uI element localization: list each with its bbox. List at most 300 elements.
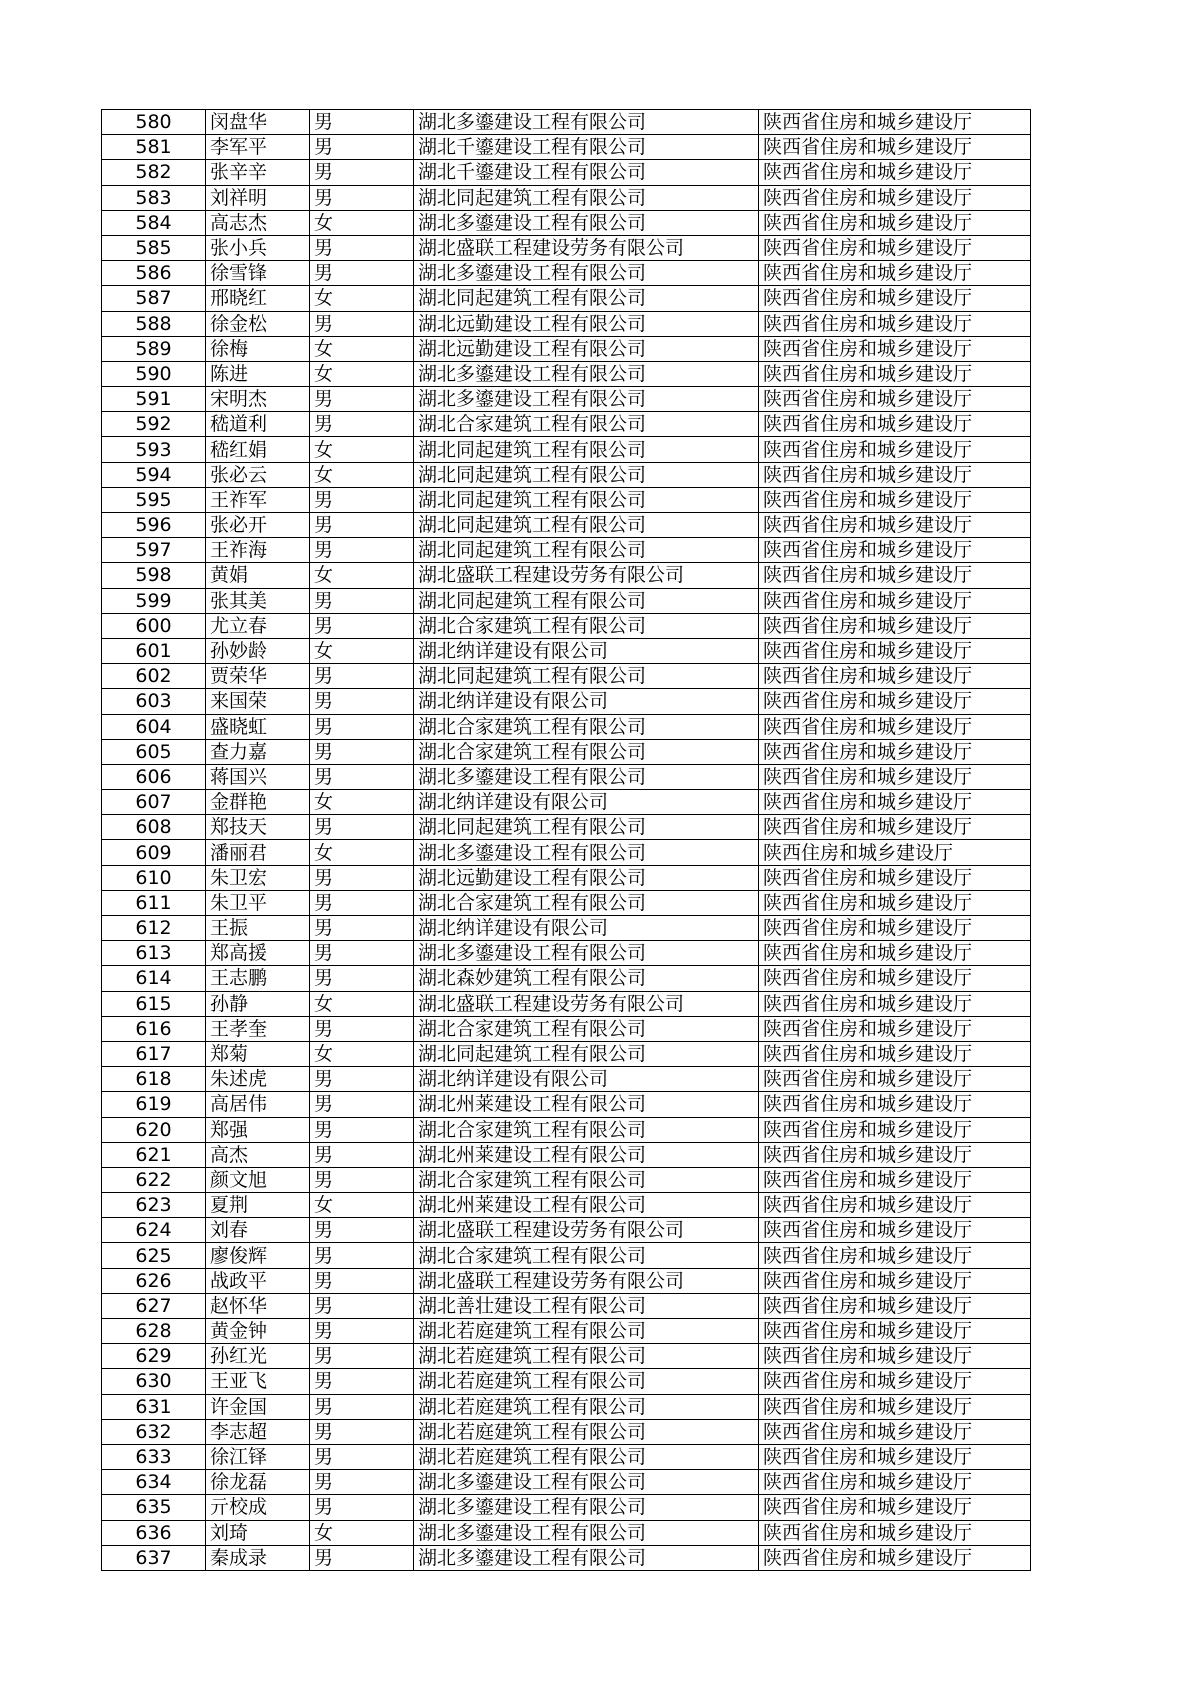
name-cell: 黄金钟 [206,1319,310,1344]
authority-cell: 陕西省住房和城乡建设厅 [759,1470,1031,1495]
authority-cell: 陕西省住房和城乡建设厅 [759,437,1031,462]
name-cell: 刘春 [206,1218,310,1243]
row-number-cell: 583 [102,185,206,210]
gender-cell: 男 [310,1117,414,1142]
company-cell: 湖北州莱建设工程有限公司 [414,1092,759,1117]
row-number-cell: 626 [102,1268,206,1293]
name-cell: 高杰 [206,1142,310,1167]
gender-cell: 男 [310,815,414,840]
authority-cell: 陕西省住房和城乡建设厅 [759,311,1031,336]
row-number-cell: 623 [102,1193,206,1218]
name-cell: 闵盘华 [206,110,310,135]
row-number-cell: 609 [102,840,206,865]
table-row [102,1167,1031,1192]
row-number-cell: 615 [102,991,206,1016]
name-cell: 嵇红娟 [206,437,310,462]
row-number-cell: 580 [102,110,206,135]
name-cell: 尤立春 [206,613,310,638]
authority-cell: 陕西省住房和城乡建设厅 [759,890,1031,915]
authority-cell: 陕西省住房和城乡建设厅 [759,613,1031,638]
name-cell: 刘祥明 [206,185,310,210]
authority-cell: 陕西省住房和城乡建设厅 [759,1268,1031,1293]
row-number-cell: 597 [102,538,206,563]
gender-cell: 男 [310,689,414,714]
name-cell: 刘琦 [206,1520,310,1545]
gender-cell: 男 [310,1243,414,1268]
row-number-cell: 600 [102,613,206,638]
company-cell: 湖北合家建筑工程有限公司 [414,1117,759,1142]
row-number-cell: 585 [102,235,206,260]
name-cell: 高居伟 [206,1092,310,1117]
name-cell: 徐金松 [206,311,310,336]
company-cell: 湖北同起建筑工程有限公司 [414,588,759,613]
table-row [102,437,1031,462]
authority-cell: 陕西省住房和城乡建设厅 [759,1218,1031,1243]
name-cell: 邢晓红 [206,286,310,311]
authority-cell: 陕西省住房和城乡建设厅 [759,110,1031,135]
table-row [102,110,1031,135]
table-row [102,1041,1031,1066]
row-number-cell: 588 [102,311,206,336]
table-row [102,462,1031,487]
company-cell: 湖北若庭建筑工程有限公司 [414,1444,759,1469]
name-cell: 李志超 [206,1419,310,1444]
company-cell: 湖北同起建筑工程有限公司 [414,437,759,462]
authority-cell: 陕西省住房和城乡建设厅 [759,387,1031,412]
name-cell: 王志鹏 [206,966,310,991]
gender-cell: 男 [310,1545,414,1570]
authority-cell: 陕西省住房和城乡建设厅 [759,135,1031,160]
company-cell: 湖北同起建筑工程有限公司 [414,538,759,563]
table-row [102,311,1031,336]
name-cell: 贾荣华 [206,664,310,689]
name-cell: 盛晓虹 [206,714,310,739]
gender-cell: 男 [310,160,414,185]
company-cell: 湖北远勤建设工程有限公司 [414,865,759,890]
table-row [102,689,1031,714]
gender-cell: 男 [310,235,414,260]
company-cell: 湖北多鎏建设工程有限公司 [414,1495,759,1520]
table-row [102,412,1031,437]
row-number-cell: 624 [102,1218,206,1243]
company-cell: 湖北千鎏建设工程有限公司 [414,160,759,185]
roster-table [101,109,1031,1571]
row-number-cell: 605 [102,739,206,764]
name-cell: 朱述虎 [206,1067,310,1092]
row-number-cell: 584 [102,210,206,235]
gender-cell: 男 [310,1369,414,1394]
table-row [102,361,1031,386]
name-cell: 王振 [206,916,310,941]
authority-cell: 陕西省住房和城乡建设厅 [759,739,1031,764]
table-row [102,840,1031,865]
row-number-cell: 625 [102,1243,206,1268]
table-row [102,790,1031,815]
authority-cell: 陕西省住房和城乡建设厅 [759,563,1031,588]
company-cell: 湖北合家建筑工程有限公司 [414,412,759,437]
gender-cell: 男 [310,1394,414,1419]
gender-cell: 女 [310,210,414,235]
row-number-cell: 613 [102,941,206,966]
row-number-cell: 595 [102,487,206,512]
authority-cell: 陕西省住房和城乡建设厅 [759,638,1031,663]
gender-cell: 男 [310,890,414,915]
authority-cell: 陕西省住房和城乡建设厅 [759,1369,1031,1394]
gender-cell: 男 [310,1444,414,1469]
table-row [102,739,1031,764]
authority-cell: 陕西省住房和城乡建设厅 [759,991,1031,1016]
table-row [102,135,1031,160]
authority-cell: 陕西省住房和城乡建设厅 [759,1193,1031,1218]
company-cell: 湖北多鎏建设工程有限公司 [414,387,759,412]
table-row [102,890,1031,915]
row-number-cell: 601 [102,638,206,663]
row-number-cell: 607 [102,790,206,815]
authority-cell: 陕西省住房和城乡建设厅 [759,261,1031,286]
authority-cell: 陕西省住房和城乡建设厅 [759,941,1031,966]
company-cell: 湖北多鎏建设工程有限公司 [414,764,759,789]
row-number-cell: 590 [102,361,206,386]
name-cell: 黄娟 [206,563,310,588]
row-number-cell: 637 [102,1545,206,1570]
row-number-cell: 606 [102,764,206,789]
company-cell: 湖北同起建筑工程有限公司 [414,513,759,538]
table-row [102,1218,1031,1243]
table-row [102,1419,1031,1444]
authority-cell: 陕西省住房和城乡建设厅 [759,1016,1031,1041]
authority-cell: 陕西省住房和城乡建设厅 [759,588,1031,613]
name-cell: 颜文旭 [206,1167,310,1192]
table-row [102,513,1031,538]
company-cell: 湖北多鎏建设工程有限公司 [414,941,759,966]
gender-cell: 女 [310,361,414,386]
row-number-cell: 589 [102,336,206,361]
company-cell: 湖北盛联工程建设劳务有限公司 [414,1268,759,1293]
authority-cell: 陕西省住房和城乡建设厅 [759,1495,1031,1520]
table-row [102,815,1031,840]
company-cell: 湖北盛联工程建设劳务有限公司 [414,991,759,1016]
authority-cell: 陕西省住房和城乡建设厅 [759,1344,1031,1369]
row-number-cell: 603 [102,689,206,714]
row-number-cell: 633 [102,1444,206,1469]
row-number-cell: 629 [102,1344,206,1369]
name-cell: 李军平 [206,135,310,160]
gender-cell: 男 [310,1293,414,1318]
row-number-cell: 619 [102,1092,206,1117]
gender-cell: 女 [310,840,414,865]
company-cell: 湖北远勤建设工程有限公司 [414,336,759,361]
row-number-cell: 616 [102,1016,206,1041]
table-row [102,1243,1031,1268]
authority-cell: 陕西省住房和城乡建设厅 [759,1041,1031,1066]
authority-cell: 陕西省住房和城乡建设厅 [759,1545,1031,1570]
gender-cell: 男 [310,487,414,512]
company-cell: 湖北多鎏建设工程有限公司 [414,110,759,135]
authority-cell: 陕西省住房和城乡建设厅 [759,664,1031,689]
authority-cell: 陕西省住房和城乡建设厅 [759,916,1031,941]
company-cell: 湖北多鎏建设工程有限公司 [414,840,759,865]
name-cell: 徐雪锋 [206,261,310,286]
table-row [102,1470,1031,1495]
authority-cell: 陕西省住房和城乡建设厅 [759,1092,1031,1117]
name-cell: 王孝奎 [206,1016,310,1041]
company-cell: 湖北合家建筑工程有限公司 [414,1167,759,1192]
name-cell: 查力嘉 [206,739,310,764]
company-cell: 湖北纳详建设有限公司 [414,1067,759,1092]
name-cell: 孙妙龄 [206,638,310,663]
row-number-cell: 598 [102,563,206,588]
table-row [102,235,1031,260]
authority-cell: 陕西省住房和城乡建设厅 [759,412,1031,437]
gender-cell: 男 [310,1495,414,1520]
company-cell: 湖北多鎏建设工程有限公司 [414,1520,759,1545]
name-cell: 夏荆 [206,1193,310,1218]
company-cell: 湖北盛联工程建设劳务有限公司 [414,1218,759,1243]
gender-cell: 男 [310,1092,414,1117]
table-row [102,1520,1031,1545]
gender-cell: 女 [310,790,414,815]
authority-cell: 陕西省住房和城乡建设厅 [759,1243,1031,1268]
company-cell: 湖北千鎏建设工程有限公司 [414,135,759,160]
table-row [102,1545,1031,1570]
gender-cell: 女 [310,437,414,462]
company-cell: 湖北纳详建设有限公司 [414,689,759,714]
table-row [102,664,1031,689]
table-row [102,160,1031,185]
authority-cell: 陕西省住房和城乡建设厅 [759,714,1031,739]
gender-cell: 男 [310,739,414,764]
gender-cell: 女 [310,336,414,361]
row-number-cell: 630 [102,1369,206,1394]
gender-cell: 女 [310,1041,414,1066]
gender-cell: 男 [310,1344,414,1369]
name-cell: 朱卫平 [206,890,310,915]
gender-cell: 男 [310,1167,414,1192]
name-cell: 许金国 [206,1394,310,1419]
authority-cell: 陕西省住房和城乡建设厅 [759,966,1031,991]
company-cell: 湖北州莱建设工程有限公司 [414,1193,759,1218]
name-cell: 战政平 [206,1268,310,1293]
table-row [102,588,1031,613]
table-row [102,613,1031,638]
company-cell: 湖北州莱建设工程有限公司 [414,1142,759,1167]
table-row [102,1067,1031,1092]
gender-cell: 男 [310,1218,414,1243]
row-number-cell: 582 [102,160,206,185]
gender-cell: 男 [310,513,414,538]
row-number-cell: 611 [102,890,206,915]
row-number-cell: 636 [102,1520,206,1545]
gender-cell: 男 [310,916,414,941]
table-row [102,1142,1031,1167]
company-cell: 湖北纳详建设有限公司 [414,790,759,815]
row-number-cell: 617 [102,1041,206,1066]
gender-cell: 男 [310,538,414,563]
company-cell: 湖北合家建筑工程有限公司 [414,739,759,764]
authority-cell: 陕西省住房和城乡建设厅 [759,286,1031,311]
row-number-cell: 608 [102,815,206,840]
gender-cell: 男 [310,865,414,890]
gender-cell: 男 [310,1268,414,1293]
company-cell: 湖北同起建筑工程有限公司 [414,286,759,311]
name-cell: 徐龙磊 [206,1470,310,1495]
company-cell: 湖北多鎏建设工程有限公司 [414,210,759,235]
name-cell: 宋明杰 [206,387,310,412]
name-cell: 王祚海 [206,538,310,563]
table-row [102,1293,1031,1318]
gender-cell: 男 [310,311,414,336]
gender-cell: 男 [310,412,414,437]
gender-cell: 男 [310,588,414,613]
authority-cell: 陕西省住房和城乡建设厅 [759,513,1031,538]
table-row [102,1193,1031,1218]
row-number-cell: 586 [102,261,206,286]
name-cell: 来国荣 [206,689,310,714]
authority-cell: 陕西省住房和城乡建设厅 [759,210,1031,235]
company-cell: 湖北多鎏建设工程有限公司 [414,1470,759,1495]
row-number-cell: 627 [102,1293,206,1318]
gender-cell: 男 [310,714,414,739]
name-cell: 徐梅 [206,336,310,361]
authority-cell: 陕西省住房和城乡建设厅 [759,1117,1031,1142]
company-cell: 湖北远勤建设工程有限公司 [414,311,759,336]
company-cell: 湖北同起建筑工程有限公司 [414,1041,759,1066]
gender-cell: 男 [310,1470,414,1495]
table-row [102,538,1031,563]
company-cell: 湖北盛联工程建设劳务有限公司 [414,563,759,588]
gender-cell: 男 [310,966,414,991]
row-number-cell: 620 [102,1117,206,1142]
name-cell: 赵怀华 [206,1293,310,1318]
company-cell: 湖北合家建筑工程有限公司 [414,1016,759,1041]
table-row [102,387,1031,412]
gender-cell: 女 [310,638,414,663]
row-number-cell: 614 [102,966,206,991]
company-cell: 湖北多鎏建设工程有限公司 [414,261,759,286]
company-cell: 湖北多鎏建设工程有限公司 [414,361,759,386]
gender-cell: 男 [310,1142,414,1167]
table-row [102,1319,1031,1344]
company-cell: 湖北善壮建设工程有限公司 [414,1293,759,1318]
gender-cell: 男 [310,135,414,160]
company-cell: 湖北合家建筑工程有限公司 [414,1243,759,1268]
name-cell: 王亚飞 [206,1369,310,1394]
authority-cell: 陕西省住房和城乡建设厅 [759,361,1031,386]
company-cell: 湖北同起建筑工程有限公司 [414,664,759,689]
table-row [102,563,1031,588]
authority-cell: 陕西省住房和城乡建设厅 [759,336,1031,361]
table-row [102,1444,1031,1469]
row-number-cell: 596 [102,513,206,538]
name-cell: 张必云 [206,462,310,487]
gender-cell: 女 [310,1193,414,1218]
authority-cell: 陕西省住房和城乡建设厅 [759,487,1031,512]
authority-cell: 陕西省住房和城乡建设厅 [759,1067,1031,1092]
company-cell: 湖北多鎏建设工程有限公司 [414,1545,759,1570]
company-cell: 湖北若庭建筑工程有限公司 [414,1394,759,1419]
company-cell: 湖北若庭建筑工程有限公司 [414,1369,759,1394]
name-cell: 张其美 [206,588,310,613]
company-cell: 湖北若庭建筑工程有限公司 [414,1419,759,1444]
authority-cell: 陕西省住房和城乡建设厅 [759,235,1031,260]
row-number-cell: 599 [102,588,206,613]
gender-cell: 女 [310,563,414,588]
name-cell: 郑菊 [206,1041,310,1066]
name-cell: 张小兵 [206,235,310,260]
name-cell: 蒋国兴 [206,764,310,789]
table-row [102,1016,1031,1041]
name-cell: 高志杰 [206,210,310,235]
row-number-cell: 592 [102,412,206,437]
authority-cell: 陕西住房和城乡建设厅 [759,840,1031,865]
authority-cell: 陕西省住房和城乡建设厅 [759,1293,1031,1318]
authority-cell: 陕西省住房和城乡建设厅 [759,865,1031,890]
authority-cell: 陕西省住房和城乡建设厅 [759,764,1031,789]
gender-cell: 女 [310,462,414,487]
table-row [102,261,1031,286]
company-cell: 湖北同起建筑工程有限公司 [414,487,759,512]
table-row [102,865,1031,890]
authority-cell: 陕西省住房和城乡建设厅 [759,160,1031,185]
row-number-cell: 618 [102,1067,206,1092]
gender-cell: 女 [310,991,414,1016]
table-row [102,210,1031,235]
gender-cell: 男 [310,764,414,789]
row-number-cell: 628 [102,1319,206,1344]
row-number-cell: 612 [102,916,206,941]
authority-cell: 陕西省住房和城乡建设厅 [759,1394,1031,1419]
name-cell: 张辛辛 [206,160,310,185]
name-cell: 张必开 [206,513,310,538]
company-cell: 湖北同起建筑工程有限公司 [414,462,759,487]
authority-cell: 陕西省住房和城乡建设厅 [759,1444,1031,1469]
row-number-cell: 634 [102,1470,206,1495]
authority-cell: 陕西省住房和城乡建设厅 [759,1142,1031,1167]
table-row [102,916,1031,941]
gender-cell: 男 [310,941,414,966]
table-row [102,185,1031,210]
row-number-cell: 621 [102,1142,206,1167]
authority-cell: 陕西省住房和城乡建设厅 [759,815,1031,840]
table-row [102,1117,1031,1142]
table-row [102,1369,1031,1394]
table-row [102,1394,1031,1419]
row-number-cell: 587 [102,286,206,311]
table-row [102,1092,1031,1117]
row-number-cell: 591 [102,387,206,412]
table-row [102,1344,1031,1369]
gender-cell: 男 [310,261,414,286]
table-row [102,941,1031,966]
authority-cell: 陕西省住房和城乡建设厅 [759,689,1031,714]
table-row [102,1495,1031,1520]
authority-cell: 陕西省住房和城乡建设厅 [759,1167,1031,1192]
name-cell: 秦成录 [206,1545,310,1570]
row-number-cell: 604 [102,714,206,739]
company-cell: 湖北纳详建设有限公司 [414,638,759,663]
authority-cell: 陕西省住房和城乡建设厅 [759,538,1031,563]
company-cell: 湖北合家建筑工程有限公司 [414,714,759,739]
name-cell: 郑高援 [206,941,310,966]
authority-cell: 陕西省住房和城乡建设厅 [759,790,1031,815]
gender-cell: 男 [310,1067,414,1092]
name-cell: 嵇道利 [206,412,310,437]
name-cell: 郑技天 [206,815,310,840]
row-number-cell: 602 [102,664,206,689]
gender-cell: 男 [310,1016,414,1041]
gender-cell: 男 [310,1419,414,1444]
company-cell: 湖北纳详建设有限公司 [414,916,759,941]
